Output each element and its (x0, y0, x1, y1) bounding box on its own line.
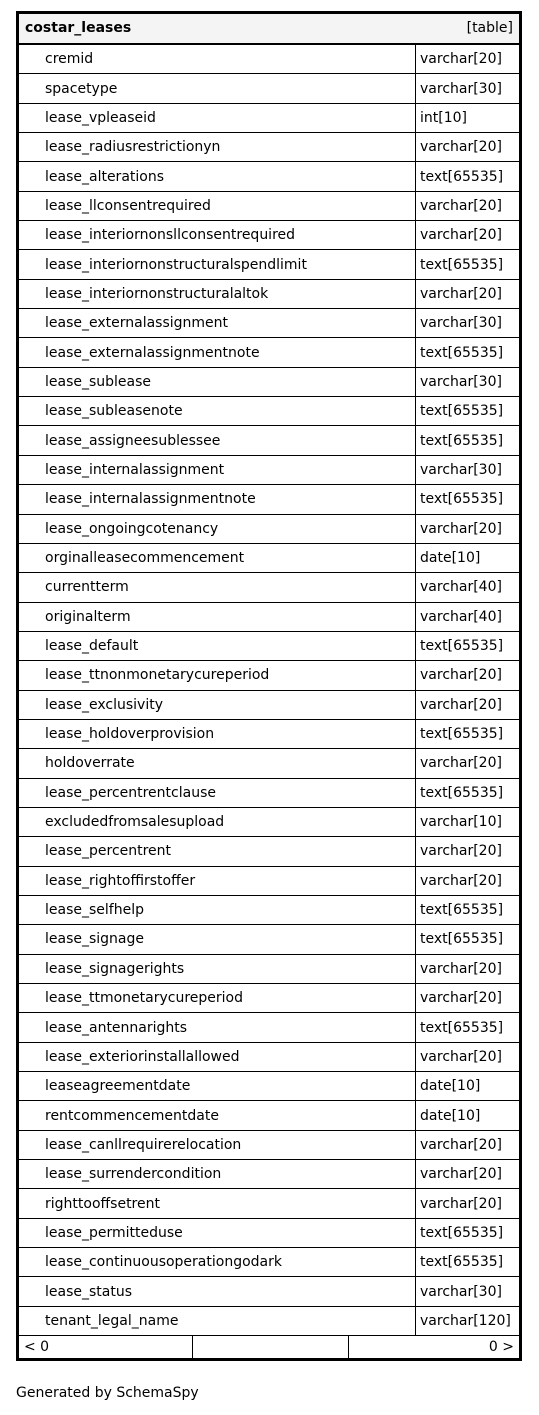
footer-middle-cell (193, 1336, 349, 1358)
column-name: lease_sublease (19, 368, 416, 396)
column-row (19, 280, 519, 309)
column-name: lease_vpleaseid (19, 104, 416, 132)
column-type: text[65535] (420, 432, 504, 449)
column-name: righttooffsetrent (19, 1189, 416, 1217)
column-type: varchar[20] (420, 520, 502, 537)
column-name: lease_interiornonstructuralspendlimit (19, 250, 416, 278)
column-type: text[65535] (420, 726, 504, 743)
column-name: originalterm (19, 603, 416, 631)
column-row (19, 1101, 519, 1130)
column-type: varchar[20] (420, 197, 502, 214)
column-row (19, 1277, 519, 1306)
column-name: lease_interiornonstructuralaltok (19, 280, 416, 308)
column-row (19, 984, 519, 1013)
column-name: cremid (19, 45, 416, 73)
column-row (19, 867, 519, 896)
column-name: lease_ttnonmonetarycureperiod (19, 661, 416, 689)
column-row (19, 515, 519, 544)
column-row (19, 104, 519, 133)
column-row (19, 779, 519, 808)
column-row (19, 896, 519, 925)
column-row (19, 74, 519, 103)
column-name: lease_antennarights (19, 1013, 416, 1041)
column-type: varchar[20] (420, 1166, 502, 1183)
column-type: varchar[30] (420, 373, 502, 390)
column-row (19, 720, 519, 749)
column-name: lease_percentrent (19, 837, 416, 865)
column-row (19, 603, 519, 632)
column-name: lease_alterations (19, 162, 416, 190)
parents-count: < 0 (19, 1336, 193, 1358)
column-row (19, 1219, 519, 1248)
column-type: text[65535] (420, 784, 504, 801)
column-type: text[65535] (420, 902, 504, 919)
column-name: lease_percentrentclause (19, 779, 416, 807)
column-type: text[65535] (420, 256, 504, 273)
column-name: orginalleasecommencement (19, 544, 416, 572)
column-type: varchar[30] (420, 1283, 502, 1300)
column-name: holdoverrate (19, 749, 416, 777)
column-type: varchar[20] (420, 227, 502, 244)
column-type: varchar[20] (420, 51, 502, 68)
column-type: text[65535] (420, 168, 504, 185)
column-row (19, 45, 519, 74)
column-type: text[65535] (420, 403, 504, 420)
column-row (19, 397, 519, 426)
column-type: varchar[20] (420, 843, 502, 860)
table-kind-label: [table] (466, 19, 513, 36)
column-name: lease_exclusivity (19, 691, 416, 719)
column-name: lease_radiusrestrictionyn (19, 133, 416, 161)
column-name: lease_selfhelp (19, 896, 416, 924)
column-type: text[65535] (420, 1019, 504, 1036)
column-list (19, 45, 519, 1336)
children-count: 0 > (488, 1339, 514, 1356)
column-name: lease_status (19, 1277, 416, 1305)
column-name: lease_default (19, 632, 416, 660)
column-type: text[65535] (420, 344, 504, 361)
column-type: varchar[30] (420, 315, 502, 332)
column-type: varchar[20] (420, 1136, 502, 1153)
column-row (19, 162, 519, 191)
column-row (19, 1189, 519, 1218)
column-name: lease_internalassignment (19, 456, 416, 484)
column-row (19, 192, 519, 221)
column-name: lease_rightoffirstoffer (19, 867, 416, 895)
column-type: varchar[40] (420, 608, 502, 625)
column-row (19, 1072, 519, 1101)
column-row (19, 661, 519, 690)
column-name: lease_permitteduse (19, 1219, 416, 1247)
column-type: date[10] (420, 1107, 481, 1124)
column-type: text[65535] (420, 931, 504, 948)
table-entity-box (16, 11, 522, 1361)
column-type: text[65535] (420, 1224, 504, 1241)
column-row (19, 632, 519, 661)
column-type: varchar[120] (420, 1312, 511, 1329)
column-name: lease_holdoverprovision (19, 720, 416, 748)
column-type: varchar[10] (420, 814, 502, 831)
column-row (19, 837, 519, 866)
column-type: varchar[20] (420, 667, 502, 684)
column-type: varchar[20] (420, 139, 502, 156)
column-row (19, 691, 519, 720)
column-name: lease_externalassignmentnote (19, 338, 416, 366)
column-type: varchar[20] (420, 696, 502, 713)
column-name: excludedfromsalesupload (19, 808, 416, 836)
column-row (19, 1248, 519, 1277)
column-type: text[65535] (420, 638, 504, 655)
column-row (19, 338, 519, 367)
column-name: rentcommencementdate (19, 1101, 416, 1129)
column-type: date[10] (420, 1078, 481, 1095)
column-type: date[10] (420, 550, 481, 567)
column-row (19, 573, 519, 602)
column-row (19, 309, 519, 338)
table-name: costar_leases (25, 19, 132, 36)
column-name: lease_llconsentrequired (19, 192, 416, 220)
column-name: lease_surrendercondition (19, 1160, 416, 1188)
column-name: lease_ttmonetarycureperiod (19, 984, 416, 1012)
table-footer (19, 1336, 519, 1358)
column-row (19, 133, 519, 162)
column-type: varchar[20] (420, 872, 502, 889)
column-type: text[65535] (420, 1254, 504, 1271)
column-row (19, 368, 519, 397)
column-name: lease_subleasenote (19, 397, 416, 425)
column-name: lease_signagerights (19, 955, 416, 983)
column-type: varchar[20] (420, 1048, 502, 1065)
column-type: varchar[30] (420, 80, 502, 97)
table-header (19, 14, 519, 45)
column-name: lease_canllrequirerelocation (19, 1131, 416, 1159)
generated-by-label: Generated by SchemaSpy (16, 1385, 199, 1401)
column-name: currentterm (19, 573, 416, 601)
column-name: spacetype (19, 74, 416, 102)
column-row (19, 221, 519, 250)
column-type: varchar[20] (420, 285, 502, 302)
column-row (19, 1043, 519, 1072)
column-row (19, 250, 519, 279)
column-row (19, 749, 519, 778)
column-row (19, 426, 519, 455)
column-name: lease_assigneesublessee (19, 426, 416, 454)
column-name: lease_externalassignment (19, 309, 416, 337)
column-type: varchar[40] (420, 579, 502, 596)
column-name: lease_ongoingcotenancy (19, 515, 416, 543)
column-name: lease_continuousoperationgodark (19, 1248, 416, 1276)
column-row (19, 456, 519, 485)
column-row (19, 1160, 519, 1189)
column-name: leaseagreementdate (19, 1072, 416, 1100)
column-type: int[10] (420, 109, 467, 126)
column-type: varchar[20] (420, 755, 502, 772)
column-name: lease_interiornonsllconsentrequired (19, 221, 416, 249)
column-name: lease_signage (19, 925, 416, 953)
column-row (19, 485, 519, 514)
column-row (19, 544, 519, 573)
column-row (19, 925, 519, 954)
column-row (19, 1013, 519, 1042)
column-row (19, 1307, 519, 1336)
column-row (19, 955, 519, 984)
column-name: tenant_legal_name (19, 1307, 416, 1335)
column-type: varchar[30] (420, 461, 502, 478)
column-type: varchar[20] (420, 1195, 502, 1212)
column-name: lease_exteriorinstallallowed (19, 1043, 416, 1071)
column-name: lease_internalassignmentnote (19, 485, 416, 513)
column-type: text[65535] (420, 491, 504, 508)
column-type: varchar[20] (420, 990, 502, 1007)
column-row (19, 808, 519, 837)
column-row (19, 1131, 519, 1160)
column-type: varchar[20] (420, 960, 502, 977)
